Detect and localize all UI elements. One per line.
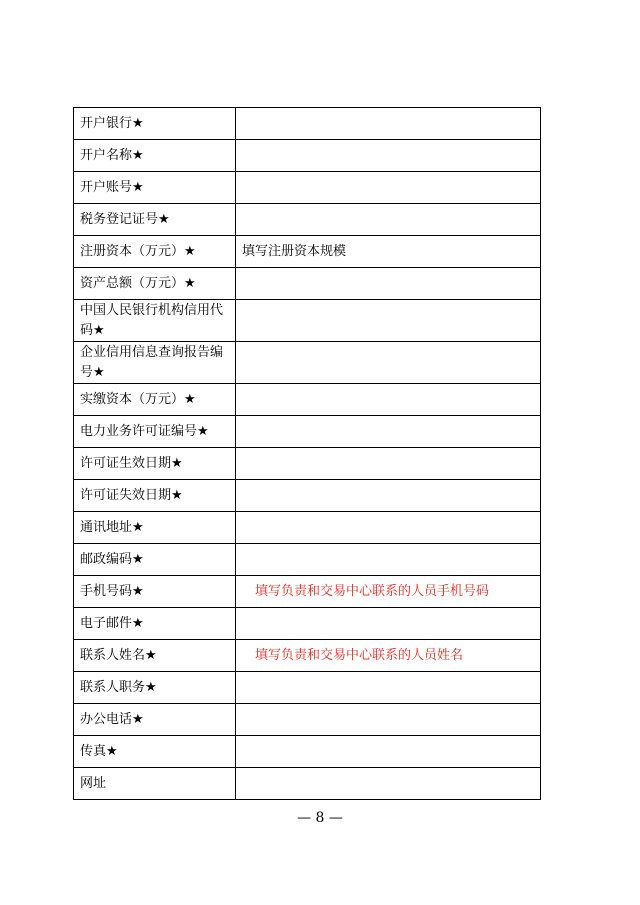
field-label: 许可证生效日期★ [74, 448, 236, 480]
form-row [74, 544, 541, 576]
form-row [74, 576, 541, 608]
field-value-cell[interactable] [236, 544, 541, 576]
page-number: — 8 — [297, 810, 343, 826]
field-label: 许可证失效日期★ [74, 480, 236, 512]
form-row [74, 172, 541, 204]
field-label: 中国人民银行机构信用代码★ [74, 300, 236, 342]
field-value-cell[interactable] [236, 512, 541, 544]
form-row [74, 416, 541, 448]
field-value-cell[interactable] [236, 704, 541, 736]
field-label: 通讯地址★ [74, 512, 236, 544]
field-value: 填写负责和交易中心联系的人员姓名 [255, 647, 464, 663]
field-value: 填写负责和交易中心联系的人员手机号码 [255, 583, 490, 599]
field-value-cell[interactable] [236, 236, 541, 268]
field-value: 填写注册资本规模 [242, 243, 347, 259]
field-label: 电子邮件★ [74, 608, 236, 640]
form-row [74, 672, 541, 704]
form-row [74, 268, 541, 300]
field-label: 网址 [74, 768, 236, 800]
form-row [74, 640, 541, 672]
form-row [74, 448, 541, 480]
field-value-cell[interactable] [236, 268, 541, 300]
field-value-cell[interactable] [236, 640, 541, 672]
field-value-cell[interactable] [236, 480, 541, 512]
field-label: 企业信用信息查询报告编号★ [74, 342, 236, 384]
field-label: 联系人职务★ [74, 672, 236, 704]
form-row [74, 704, 541, 736]
form-row [74, 236, 541, 268]
form-row [74, 342, 541, 384]
form-row [74, 204, 541, 236]
field-label: 手机号码★ [74, 576, 236, 608]
field-label: 资产总额（万元）★ [74, 268, 236, 300]
form-row [74, 480, 541, 512]
field-value-cell[interactable] [236, 416, 541, 448]
form-row [74, 140, 541, 172]
field-value-cell[interactable] [236, 384, 541, 416]
field-label: 开户银行★ [74, 108, 236, 140]
registration-form-table [73, 107, 541, 800]
field-value-cell[interactable] [236, 300, 541, 342]
form-row [74, 108, 541, 140]
form-row [74, 768, 541, 800]
form-row [74, 608, 541, 640]
field-value-cell[interactable] [236, 768, 541, 800]
field-value-cell[interactable] [236, 736, 541, 768]
field-label: 办公电话★ [74, 704, 236, 736]
field-value-cell[interactable] [236, 672, 541, 704]
field-label: 实缴资本（万元）★ [74, 384, 236, 416]
field-value-cell[interactable] [236, 172, 541, 204]
form-table-body [74, 108, 541, 800]
field-label: 电力业务许可证编号★ [74, 416, 236, 448]
field-label: 税务登记证号★ [74, 204, 236, 236]
field-label: 邮政编码★ [74, 544, 236, 576]
field-value-cell[interactable] [236, 204, 541, 236]
field-label: 联系人姓名★ [74, 640, 236, 672]
field-label: 注册资本（万元）★ [74, 236, 236, 268]
form-row [74, 300, 541, 342]
field-value-cell[interactable] [236, 342, 541, 384]
form-row [74, 512, 541, 544]
form-row [74, 384, 541, 416]
field-value-cell[interactable] [236, 448, 541, 480]
field-value-cell[interactable] [236, 576, 541, 608]
field-label: 传真★ [74, 736, 236, 768]
field-value-cell[interactable] [236, 140, 541, 172]
field-label: 开户账号★ [74, 172, 236, 204]
field-value-cell[interactable] [236, 108, 541, 140]
form-row [74, 736, 541, 768]
field-label: 开户名称★ [74, 140, 236, 172]
field-value-cell[interactable] [236, 608, 541, 640]
